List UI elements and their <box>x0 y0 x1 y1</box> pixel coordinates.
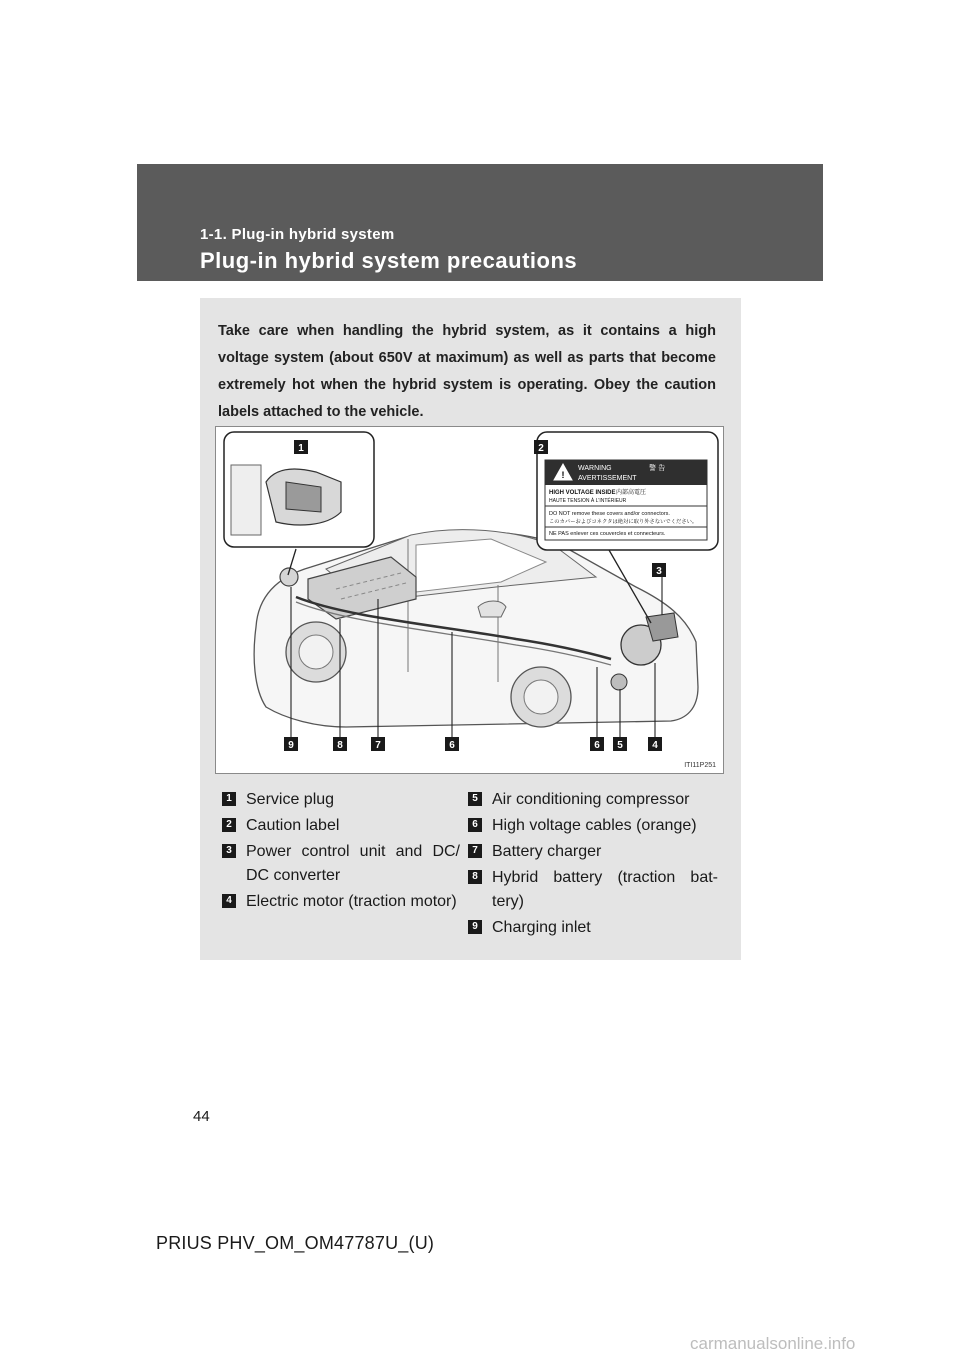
callout-number: 8 <box>337 740 343 751</box>
legend-item <box>222 890 460 914</box>
legend-text: Electric motor (traction motor) <box>246 893 457 910</box>
intro-paragraph: Take care when handling the hybrid system, as it contains a high voltage system (about 650V at maximum) as well as parts that become extremely hot when the hybrid system is operating. Obey the caution labels attached to the vehicle. <box>218 323 716 420</box>
callout-badge: 7 <box>468 844 482 858</box>
label-high-voltage-jp: 内部高電圧 <box>616 489 647 496</box>
legend-item <box>468 814 718 838</box>
label-jp-line: このカバーおよびコネクタは絶対に取り外さないでください。 <box>549 519 698 525</box>
legend-item <box>222 788 460 812</box>
legend-left <box>222 788 460 916</box>
legend-item <box>222 814 460 838</box>
callout-badge: 6 <box>468 818 482 832</box>
legend-item <box>222 840 460 888</box>
page-title: Plug-in hybrid system precautions <box>200 248 578 273</box>
legend-item <box>468 866 718 914</box>
legend-right <box>468 788 718 942</box>
legend-text: Hybrid battery (traction bat- tery) <box>492 869 718 910</box>
content-panel <box>200 298 741 960</box>
page-number: 44 <box>193 1108 210 1125</box>
svg-text:!: ! <box>561 470 565 480</box>
label-warning-jp: 警 告 <box>649 464 666 472</box>
legend-text: Service plug <box>246 791 335 808</box>
section-label: 1-1. Plug-in hybrid system <box>200 226 395 243</box>
callout-number: 2 <box>538 443 544 454</box>
document-code: PRIUS PHV_OM_OM47787U_(U) <box>156 1233 435 1253</box>
watermark: carmanualsonline.info <box>690 1334 856 1353</box>
mirror <box>478 601 506 617</box>
legend-text: Power control unit and DC/ DC converter <box>246 843 460 884</box>
callout-badge: 1 <box>222 792 236 806</box>
label-ne-pas: NE PAS enlever ces couvercles et connecteurs. <box>549 531 666 537</box>
callout-number: 6 <box>594 740 600 751</box>
label-warning: WARNING <box>578 465 612 472</box>
legend-text: Air conditioning compressor <box>492 791 690 808</box>
callout-badge: 3 <box>222 844 236 858</box>
label-do-not: DO NOT remove these covers and/or connectors. <box>549 511 670 517</box>
legend-item <box>468 788 718 812</box>
callout-badge: 8 <box>468 870 482 884</box>
callout-badge: 4 <box>222 894 236 908</box>
callout-number: 7 <box>375 740 381 751</box>
callout-badge: 5 <box>468 792 482 806</box>
figure-code: ITI11P251 <box>684 762 716 769</box>
callout-number: 3 <box>656 566 662 577</box>
legend-item <box>468 916 718 940</box>
legend-text: Caution label <box>246 817 340 834</box>
callout-number: 6 <box>449 740 455 751</box>
callout-number: 9 <box>288 740 294 751</box>
callout-badge: 2 <box>222 818 236 832</box>
callout-badge: 9 <box>468 920 482 934</box>
hybrid-system-figure <box>215 426 724 774</box>
callout-number: 5 <box>617 740 623 751</box>
compressor <box>611 674 627 690</box>
label-haute-tension: HAUTE TENSION À L'INTÉRIEUR <box>549 498 627 504</box>
callout-number: 1 <box>298 443 304 454</box>
legend-text: High voltage cables (orange) <box>492 817 697 834</box>
section-header <box>137 164 823 281</box>
label-avertissement: AVERTISSEMENT <box>578 475 637 482</box>
legend-item <box>468 840 718 864</box>
car-illustration <box>216 427 723 773</box>
callout-number: 4 <box>652 740 658 751</box>
legend-text: Battery charger <box>492 843 602 860</box>
label-high-voltage: HIGH VOLTAGE INSIDE <box>549 490 616 496</box>
legend-text: Charging inlet <box>492 919 591 936</box>
